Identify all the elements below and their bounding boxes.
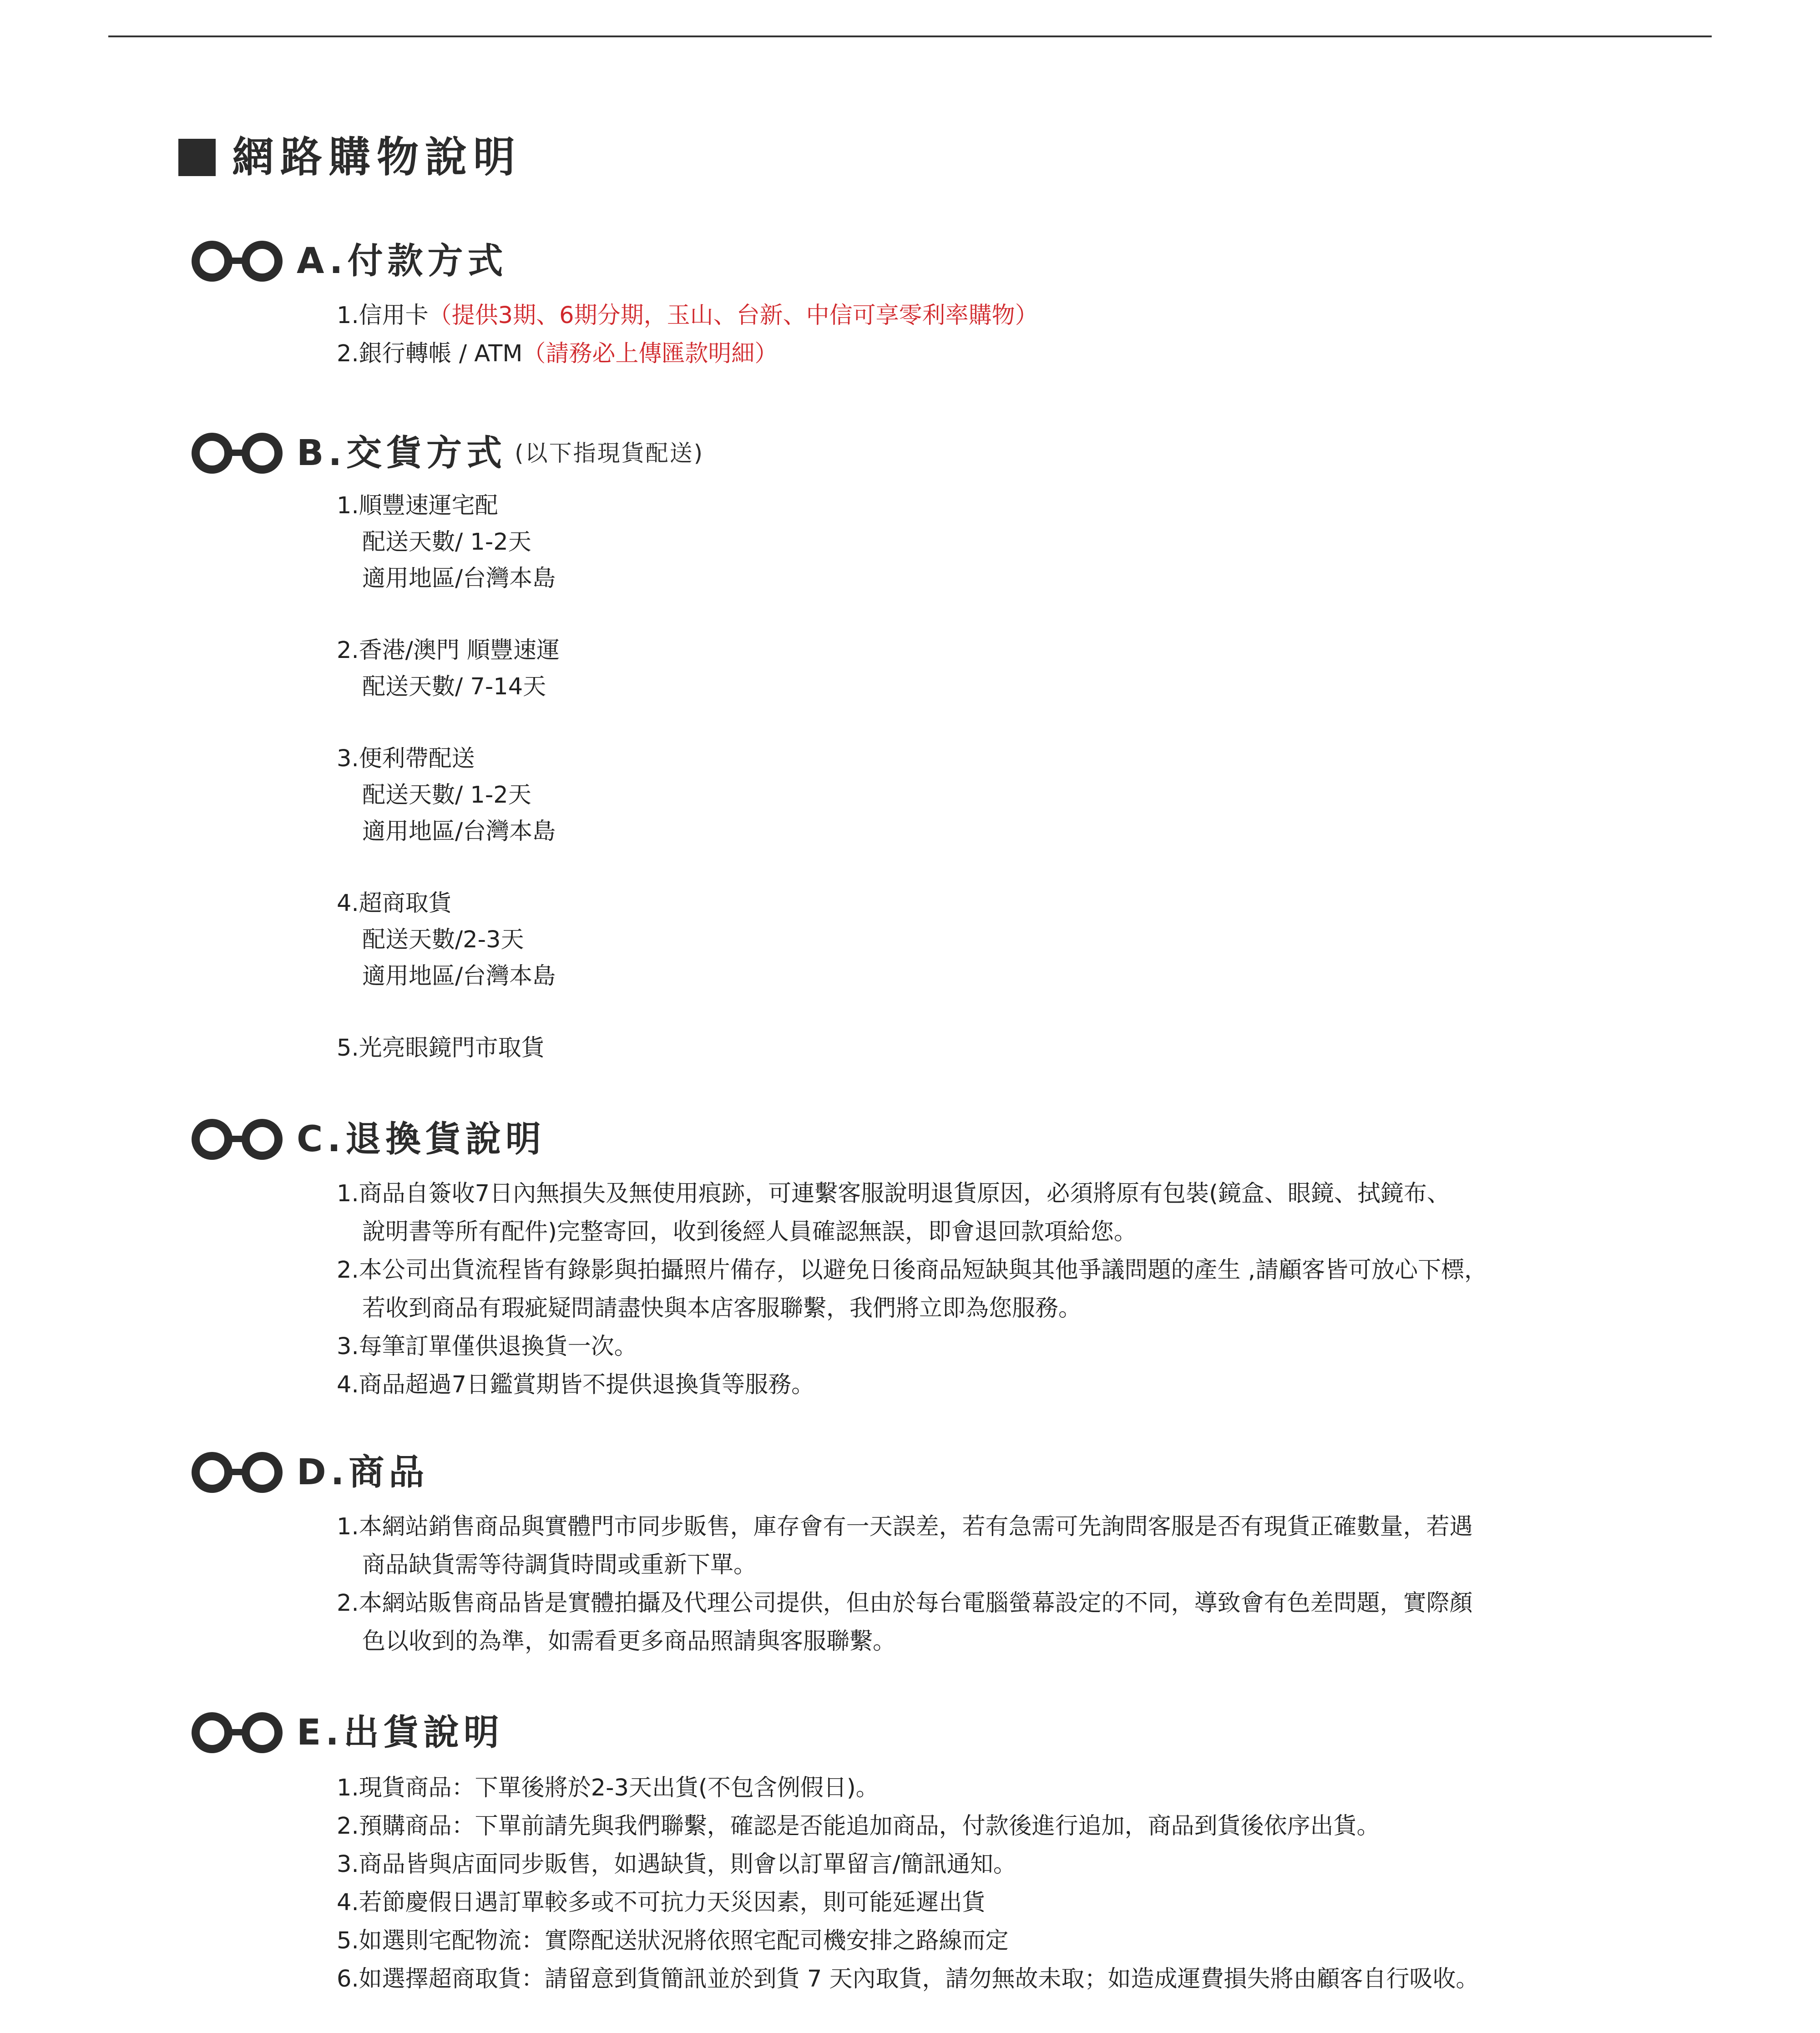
payment-item-1-label: 1.信用卡 [337, 302, 429, 329]
return-line: 1.商品自簽收7日內無損失及無使用痕跡，可連繫客服說明退貨原因，必須將原有包裝(鏡盒、眼鏡、拭鏡布、 [337, 1180, 1451, 1207]
delivery-line: 3.便利帶配送 [337, 745, 475, 772]
top-divider [108, 35, 1712, 37]
section-a-title: A.付款方式 [297, 241, 508, 282]
delivery-line: 配送天數/2-3天 [362, 926, 524, 953]
shipping-line: 1.現貨商品：下單後將於2-3天出貨(不包含例假日)。 [337, 1775, 879, 1801]
shipping-line: 5.如選則宅配物流：實際配送狀況將依照宅配司機安排之路線而定 [337, 1927, 1009, 1954]
square-bullet-icon [178, 139, 216, 176]
glasses-icon [191, 1712, 283, 1754]
shipping-line: 4.若節慶假日遇訂單較多或不可抗力天災因素，則可能延遲出貨 [337, 1889, 986, 1916]
page-title: 網路購物說明 [232, 133, 522, 182]
delivery-line: 適用地區/台灣本島 [362, 818, 556, 845]
section-e-title: E.出貨說明 [297, 1712, 504, 1753]
section-d-heading [191, 1451, 429, 1493]
shipping-line: 2.預購商品：下單前請先與我們聯繫，確認是否能追加商品，付款後進行追加，商品到貨後依序出貨。 [337, 1813, 1380, 1840]
return-line: 說明書等所有配件)完整寄回，收到後經人員確認無誤，即會退回款項給您。 [362, 1219, 1137, 1245]
payment-item-1 [337, 304, 1038, 327]
product-line: 1.本網站銷售商品與實體門市同步販售，庫存會有一天誤差，若有急需可先詢問客服是否有現貨正確數量，若遇 [337, 1513, 1473, 1540]
payment-item-2-note: （請務必上傳匯款明細） [522, 340, 778, 367]
glasses-icon [191, 240, 283, 282]
return-line: 若收到商品有瑕疵疑問請盡快與本店客服聯繫，我們將立即為您服務。 [362, 1295, 1082, 1322]
delivery-line: 4.超商取貨 [337, 890, 452, 917]
product-line: 2.本網站販售商品皆是實體拍攝及代理公司提供，但由於每台電腦螢幕設定的不同，導致會有色差問題，實際顏 [337, 1590, 1473, 1617]
section-c-title: C.退換貨說明 [297, 1119, 546, 1160]
section-b-heading [191, 432, 704, 474]
payment-item-1-note: （提供3期、6期分期，玉山、台新、中信可享零利率購物） [428, 302, 1038, 329]
return-line: 2.本公司出貨流程皆有錄影與拍攝照片備存，以避免日後商品短缺與其他爭議問題的產生 ,請顧客皆可放心下標， [337, 1257, 1488, 1284]
section-d-title: D.商品 [297, 1452, 429, 1493]
shipping-line: 6.如選擇超商取貨：請留意到貨簡訊並於到貨 7 天內取貨，請勿無故未取；如造成運費損失將由顧客自行吸收。 [337, 1966, 1479, 1993]
delivery-line: 配送天數/ 1-2天 [362, 529, 531, 556]
product-line: 商品缺貨需等待調貨時間或重新下單。 [362, 1552, 757, 1578]
delivery-line: 配送天數/ 1-2天 [362, 782, 531, 809]
return-line: 3.每筆訂單僅供退換貨一次。 [337, 1333, 637, 1360]
payment-item-2-label: 2.銀行轉帳 / ATM [337, 340, 523, 367]
section-b-title: B.交貨方式 [297, 433, 507, 474]
delivery-line: 5.光亮眼鏡門市取貨 [337, 1035, 545, 1062]
section-e-heading [191, 1712, 504, 1754]
return-line: 4.商品超過7日鑑賞期皆不提供退換貨等服務。 [337, 1371, 815, 1398]
page-heading [178, 133, 522, 182]
delivery-line: 1.順豐速運宅配 [337, 492, 498, 519]
delivery-line: 適用地區/台灣本島 [362, 565, 556, 592]
shipping-line: 3.商品皆與店面同步販售，如遇缺貨，則會以訂單留言/簡訊通知。 [337, 1851, 1016, 1878]
section-b-note: (以下指現貨配送) [515, 440, 704, 466]
delivery-line: 2.香港/澳門 順豐速運 [337, 637, 560, 664]
delivery-line: 配送天數/ 7-14天 [362, 673, 546, 700]
section-a-heading [191, 240, 507, 282]
glasses-icon [191, 1451, 283, 1493]
section-c-heading [191, 1118, 546, 1160]
glasses-icon [191, 432, 283, 474]
delivery-line: 適用地區/台灣本島 [362, 963, 556, 990]
payment-item-2 [337, 342, 778, 365]
product-line: 色以收到的為準，如需看更多商品照請與客服聯繫。 [362, 1628, 896, 1655]
glasses-icon [191, 1118, 283, 1160]
